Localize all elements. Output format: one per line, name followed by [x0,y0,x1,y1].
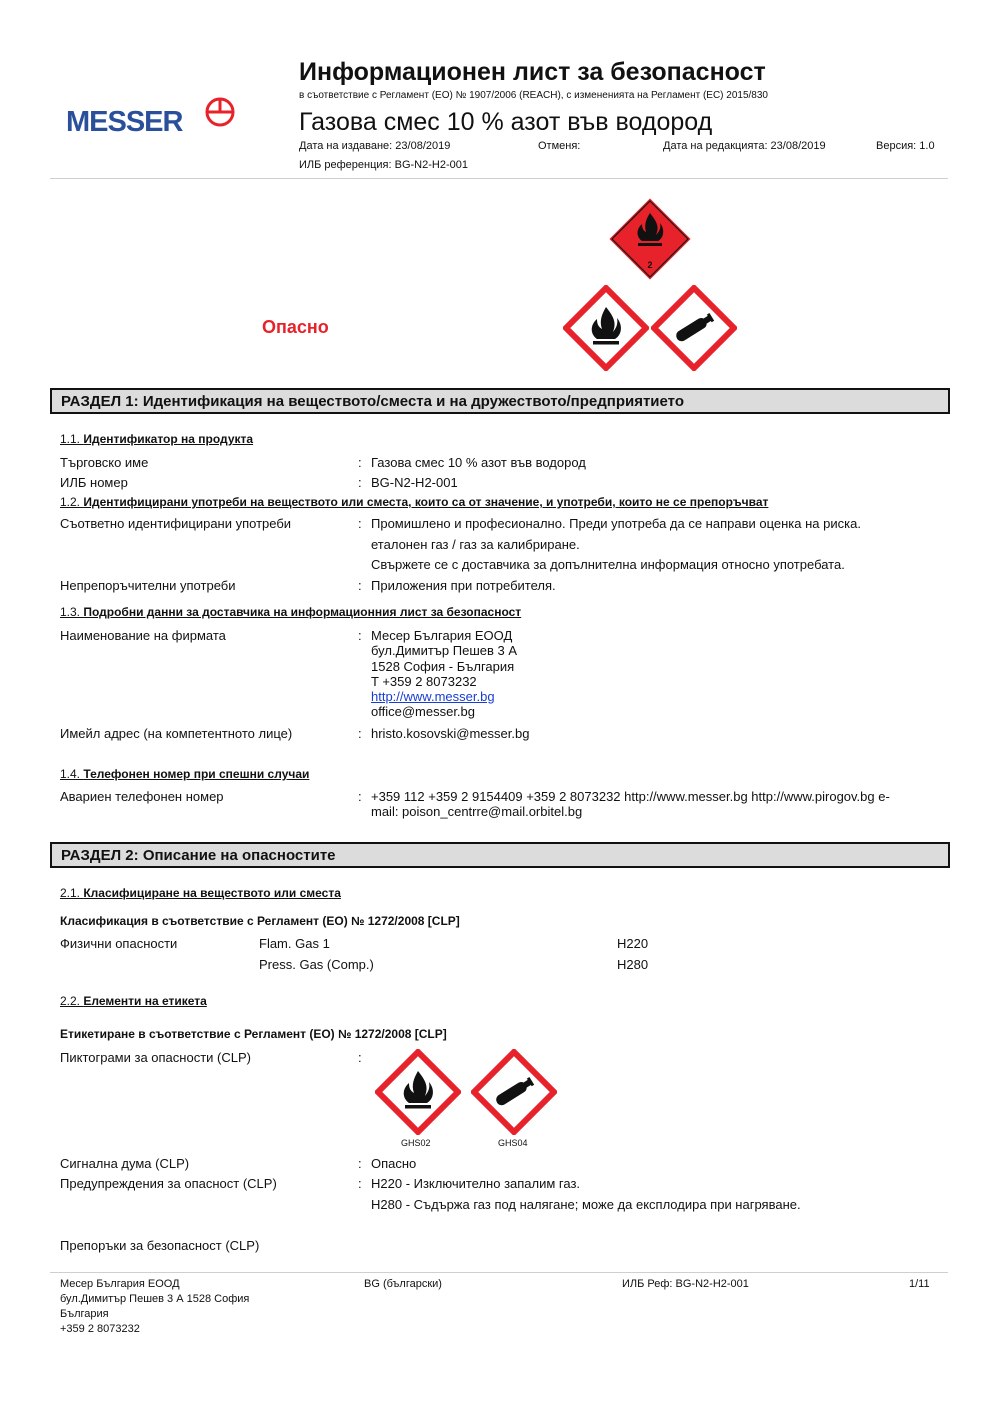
hazard-statements-label: Предупреждения за опасност (CLP) [60,1176,277,1191]
trade-name-value: Газова смес 10 % азот във водород [371,455,586,470]
subsection-1-4 [60,767,309,781]
sds-reference: ИЛБ референция: BG-N2-H2-001 [299,159,468,171]
replaces: Отменя: [538,140,581,152]
colon: : [358,578,362,593]
trade-name-label: Търговско име [60,455,149,470]
subsection-1-1 [60,432,253,446]
subsection-2-1 [60,886,341,900]
colon: : [358,516,362,531]
hazard-code: H220 [617,936,649,951]
subsection-1-3-title: Подробни данни за доставчика на информационния лист за безопасност [83,605,522,619]
issue-date: Дата на издаване: 23/08/2019 [299,140,451,152]
section-1-number: РАЗДЕЛ 1 [61,393,134,410]
emergency-line: mail: poison_centrre@mail.orbitel.bg [371,804,583,819]
competent-email-value: hristo.kosovski@messer.bg [371,726,530,741]
transport-class-number: 2 [647,260,653,270]
subsection-2-1-num: 2.1. [60,886,81,900]
hazard-code: H280 [617,957,649,972]
colon: : [358,726,362,741]
colon: : [358,1176,362,1191]
transport-label-class-2-icon [606,195,694,283]
company-line: бул.Димитър Пешев 3 А [371,643,518,659]
ghs02-flame-icon [375,1049,461,1135]
subsection-1-1-title: Идентификатор на продукта [83,432,254,446]
footer-company-line: Месер България ЕООД [60,1278,180,1290]
footer-company-line: +359 2 8073232 [60,1323,140,1335]
not-recommended-value: Приложения при потребителя. [371,578,556,593]
precautionary-label: Препоръки за безопасност (CLP) [60,1238,260,1253]
subsection-1-3-num: 1.3. [60,605,81,619]
colon: : [358,455,362,470]
emergency-phone-label: Авариен телефонен номер [60,789,224,804]
signal-word-large: Опасно [262,317,329,337]
subsection-2-2-title: Елементи на етикета [83,994,207,1008]
subsection-2-1-title: Класифициране на веществото или сместа [83,886,341,900]
competent-email-label: Имейл адрес (на компетентното лице) [60,726,293,741]
footer-company-line: бул.Димитър Пешев 3 А 1528 София [60,1293,250,1305]
emergency-phone-value [371,789,890,819]
product-title: Газова смес 10 % азот във водород [299,108,713,136]
company-email: office@messer.bg [371,704,476,720]
pictogram-code: GHS02 [401,1138,431,1148]
section-2-number: РАЗДЕЛ 2 [61,847,134,864]
version: Версия: 1.0 [876,140,935,152]
company-label: Наименование на фирмата [60,628,226,643]
hazard-statement: H220 - Изключително запалим газ. [371,1176,581,1191]
ghs04-gas-cylinder-icon [471,1049,557,1135]
footer-page-number: 1/11 [909,1278,930,1290]
company-address [371,628,517,720]
subsection-2-2 [60,994,207,1008]
company-line: T +359 2 8073232 [371,673,477,689]
colon: : [358,1156,362,1171]
ghs04-gas-cylinder-icon [651,285,737,371]
pictograms-label: Пиктограми за опасности (CLP) [60,1050,251,1065]
emergency-line: +359 112 +359 2 9154409 +359 2 8073232 http://www.messer.bg http://www.pirogov.bg e- [371,789,890,804]
messer-logo-icon [204,96,236,128]
document-subtitle: в съответствие с Регламент (ЕО) № 1907/2006 (REACH), с измененията на Регламент (ЕС) 2015/830 [299,90,768,101]
footer-company [60,1277,249,1337]
document-title: Информационен лист за безопасност [299,58,766,86]
identified-use-1: Промишлено и професионално. Преди употреба да се направи оценка на риска. [371,516,861,531]
subsection-1-1-num: 1.1. [60,432,81,446]
header-divider [50,178,948,179]
company-website-link[interactable]: http://www.messer.bg [371,689,495,705]
colon: : [358,1050,362,1065]
physical-hazards-label: Физични опасности [60,936,178,951]
subsection-1-4-title: Телефонен номер при спешни случаи [83,767,310,781]
company-line: 1528 София - България [371,658,515,674]
subsection-1-2-title: Идентифицирани употреби на веществото или сместа, които са от значение, и употреби, които не се препоръчват [83,495,769,509]
not-recommended-label: Непрепоръчителни употреби [60,578,236,593]
messer-logo [66,96,236,140]
identified-uses-label: Съответно идентифицирани употреби [60,516,292,531]
footer-divider [50,1272,948,1273]
company-line: Месер България ЕООД [371,628,513,643]
clp-labelling-heading: Етикетиране в съответствие с Регламент (ЕО) № 1272/2008 [CLP] [60,1027,447,1041]
colon: : [358,475,362,490]
logo-text: MESSER [66,106,183,138]
signal-word-value: Опасно [371,1156,417,1171]
footer-company-line: България [60,1308,109,1320]
footer-sds-ref: ИЛБ Реф: BG-N2-H2-001 [622,1278,749,1290]
identified-use-2: еталонен газ / газ за калибриране. [371,537,580,552]
subsection-1-2 [60,495,768,509]
subsection-2-2-num: 2.2. [60,994,81,1008]
pictogram-code: GHS04 [498,1138,528,1148]
hazard-class: Press. Gas (Comp.) [259,957,374,972]
hazard-class: Flam. Gas 1 [259,936,330,951]
subsection-1-4-num: 1.4. [60,767,81,781]
sds-number-value: BG-N2-H2-001 [371,475,458,490]
subsection-1-3 [60,605,521,619]
clp-classification-heading: Класификация в съответствие с Регламент (ЕО) № 1272/2008 [CLP] [60,914,460,928]
section-1-header [50,388,950,414]
colon: : [358,628,362,643]
hazard-statement: H280 - Съдържа газ под налягане; може да експлодира при нагряване. [371,1197,801,1212]
revision-date: Дата на редакцията: 23/08/2019 [663,140,826,152]
section-1-title: : Идентификация на веществото/сместа и на дружеството/предприятието [133,393,684,410]
footer-language: BG (български) [364,1278,442,1290]
subsection-1-2-num: 1.2. [60,495,81,509]
signal-word-label: Сигнална дума (CLP) [60,1156,190,1171]
identified-use-3: Свържете се с доставчика за допълнителна информация относно употребата. [371,557,845,572]
section-2-header [50,842,950,868]
section-2-title: : Описание на опасностите [133,847,336,864]
ghs02-flame-icon [563,285,649,371]
sds-number-label: ИЛБ номер [60,475,128,490]
colon: : [358,789,362,804]
